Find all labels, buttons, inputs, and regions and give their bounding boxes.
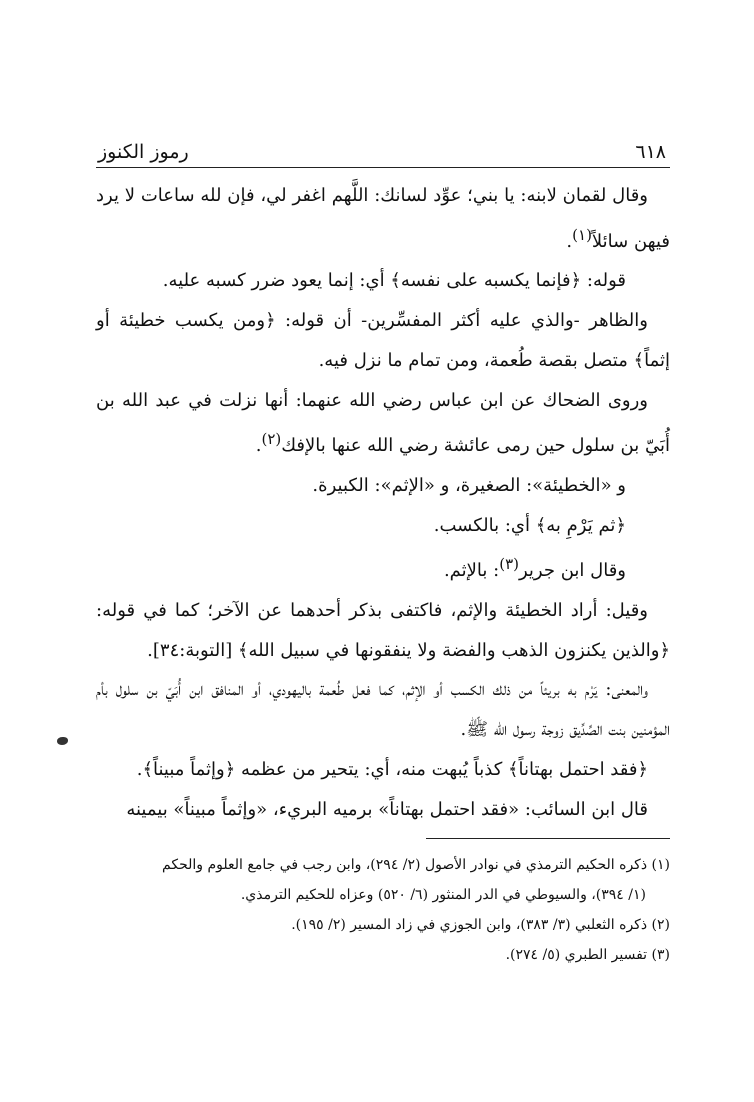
paragraph-qil: وقيل: أراد الخطيئة والإثم، فاكتفى بذكر أحدهما عن الآخر؛ كما في قوله: ﴿والذين يكنزون الذهب والفضة ولا ينفقونها في سبيل الله﴾ [التوبة:٣٤].: [96, 600, 670, 661]
footnote-ref-3: (٣): [499, 555, 519, 574]
paragraph-dahhak: وروى الضحاك عن ابن عباس رضي الله عنهما: أنها نزلت في عبد الله بن أُبَيّ بن سلول حين رمى عائشة رضي الله عنها بالإفك$^{(٢)}$.: [96, 389, 670, 457]
ink-mark: [57, 737, 68, 745]
running-title: رموز الكنوز: [98, 141, 189, 163]
footnote-3: (٣) تفسير الطبري (٥/ ٢٧٤).: [505, 947, 670, 963]
footnote-1-continued: (١/ ٣٩٤)، والسيوطي في الدر المنثور (٦/ ٥٢٠) وعزاه للحكيم الترمذي.: [240, 887, 646, 903]
paragraph-ibn-jarir: وقال ابن جرير$^{(٣)}$: بالإثم.: [443, 555, 626, 582]
footnote-rule: [426, 838, 670, 839]
footnote-1: (١) ذكره الحكيم الترمذي في نوادر الأصول (٢/ ٢٩٤)، وابن رجب في جامع العلوم والحكم: [162, 857, 670, 873]
paragraph-mana: والمعنى: يَرْم به بريئاً من ذلك الكسب أو الإثم، كما فعل طُعمة باليهودي، أو المنافق ابن أُبَيّ بن سلول بأم المؤمنين بنت الصِّدِّيق زوجة رسول الله ﷺ.: [96, 679, 670, 741]
footnote-ref-1: (١): [572, 225, 592, 244]
paragraph-khatia: و «الخطيئة»: الصغيرة، و «الإثم»: الكبيرة.: [312, 474, 626, 496]
main-text: [96, 176, 670, 829]
footnote-2: (٢) ذكره الثعلبي (٣/ ٣٨٣)، وابن الجوزي في زاد المسير (٢/ ١٩٥).: [291, 917, 670, 933]
paragraph-zahir: والظاهر -والذي عليه أكثر المفسِّرين- أن قوله: ﴿ومن يكسب خطيئة أو إثماً﴾ متصل بقصة طُعمة، ومن تمام ما نزل فيه.: [96, 310, 670, 371]
paragraph-ibn-saib: قال ابن السائب: «فقد احتمل بهتاناً» برميه البريء، «وإثماً مبيناً» بيمينه: [126, 798, 648, 820]
paragraph-thumma: ﴿ثم يَرْمِ به﴾ أي: بالكسب.: [433, 514, 626, 536]
paragraph-buhtan: ﴿فقد احتمل بهتاناً﴾ كذباً يُبهت منه، أي: يتحير من عظمه ﴿وإثماً مبيناً﴾.: [136, 758, 648, 780]
footnotes: [96, 850, 670, 970]
page-number: ٦١٨: [635, 141, 666, 163]
footnote-ref-2: (٢): [261, 430, 282, 449]
paragraph-qawluh: قوله: ﴿فإنما يكسبه على نفسه﴾ أي: إنما يعود ضرر كسبه عليه.: [162, 270, 626, 292]
paragraph-luqman: وقال لقمان لابنه: يا بني؛ عوِّد لسانك: اللَّهم اغفر لي، فإن لله ساعات لا يرد فيهن سائلاً$^{(١)}$.: [96, 185, 670, 252]
header-rule: [96, 167, 670, 168]
page-header: [96, 138, 670, 166]
